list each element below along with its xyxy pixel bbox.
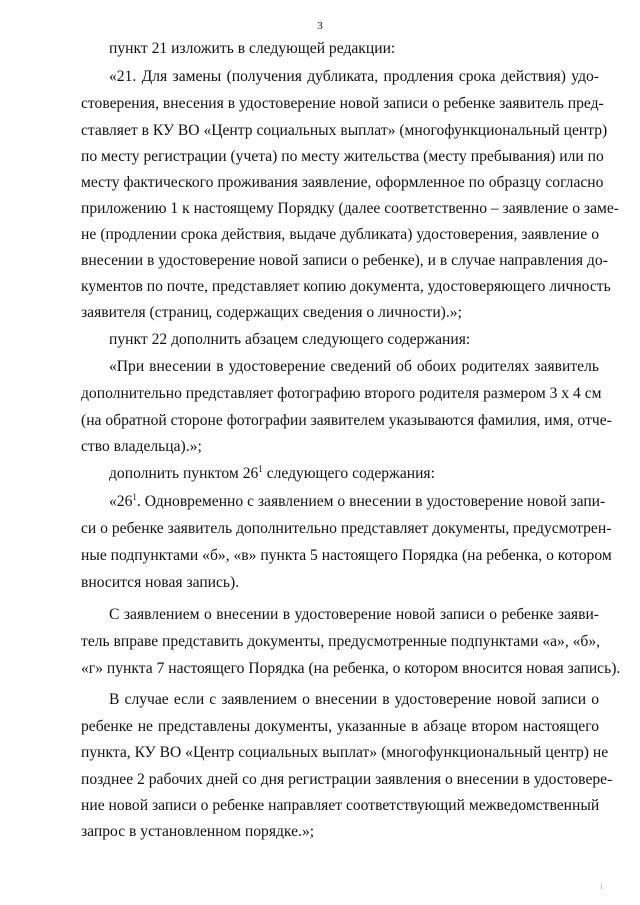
text-line: дополнить пунктом $26^1$ следующего содержания: <box>109 463 435 483</box>
page-number: 3 <box>317 20 323 32</box>
text-line: ные подпунктами «б», «в» пункта 5 настоящего Порядка (на ребенка, о котором <box>81 546 612 564</box>
text-line: «$26^1$. Одновременно с заявлением о внесении в удостоверение новой запи- <box>109 491 606 510</box>
text-line: вносится новая запись). <box>81 573 240 591</box>
text-line: С заявлением о внесении в удостоверение новой записи о ребенке заяви- <box>109 605 599 623</box>
text-line: тель вправе представить документы, предусмотренные подпунктами «а», «б», <box>81 632 601 650</box>
text-line: ство владельца).»; <box>81 438 202 456</box>
text-line: си о ребенке заявитель дополнительно представляет документы, предусмотрен- <box>81 519 612 537</box>
text-line: «21. Для замены (получения дубликата, продления срока действия) удо- <box>109 67 599 85</box>
text-line: запрос в установленном порядке.»; <box>81 823 315 840</box>
text-line: (на обратной стороне фотографии заявителем указываются фамилия, имя, отче- <box>81 412 612 430</box>
text-line: приложению 1 к настоящему Порядку (далее соответственно – заявление о заме- <box>81 199 619 217</box>
text-line: кументов по почте, представляет копию документа, удостоверяющего личность <box>81 277 611 295</box>
text-line: заявителя (страниц, содержащих сведения о личности).»; <box>81 303 462 321</box>
text-line: пункта, КУ ВО «Центр социальных выплат» (многофункциональный центр) не <box>81 744 609 762</box>
text-line: ребенке не представлены документы, указанные в абзаце втором настоящего <box>81 718 599 736</box>
text-line: ставляет в КУ ВО «Центр социальных выплат» (многофункциональный центр) <box>81 121 608 139</box>
text-line: ние новой записи о ребенке направляет соответствующий межведомственный <box>81 796 600 814</box>
text-line: стоверения, внесения в удостоверение новой записи о ребенке заявитель пред- <box>81 94 604 112</box>
text-line: позднее 2 рабочих дней со дня регистрации заявления о внесении в удостовере- <box>81 770 613 788</box>
superscript: 1 <box>258 463 263 474</box>
text-line: внесении в удостоверение новой записи о ребенке), и в случае направления до- <box>81 251 608 269</box>
text-line: по месту регистрации (учета) по месту жительства (месту пребывания) или по <box>81 147 604 165</box>
text-line: пункт 22 дополнить абзацем следующего содержания: <box>109 330 471 348</box>
text-line: не (продлении срока действия, выдаче дубликата) удостоверения, заявление о <box>81 225 599 243</box>
superscript: 1 <box>132 491 137 502</box>
text-line: месту фактического проживания заявление, оформленное по образцу согласно <box>81 173 604 191</box>
text-line: «При внесении в удостоверение сведений об обоих родителях заявитель <box>109 358 599 376</box>
text-line: «г» пункта 7 настоящего Порядка (на ребенка, о котором вносится новая запись). <box>81 659 621 677</box>
text-line: дополнительно представляет фотографию второго родителя размером 3 х 4 см <box>81 385 602 403</box>
scan-mark <box>601 884 602 889</box>
text-line: В случае если с заявлением о внесении в удостоверение новой записи о <box>109 691 599 709</box>
text-line: пункт 21 изложить в следующей редакции: <box>109 40 396 57</box>
